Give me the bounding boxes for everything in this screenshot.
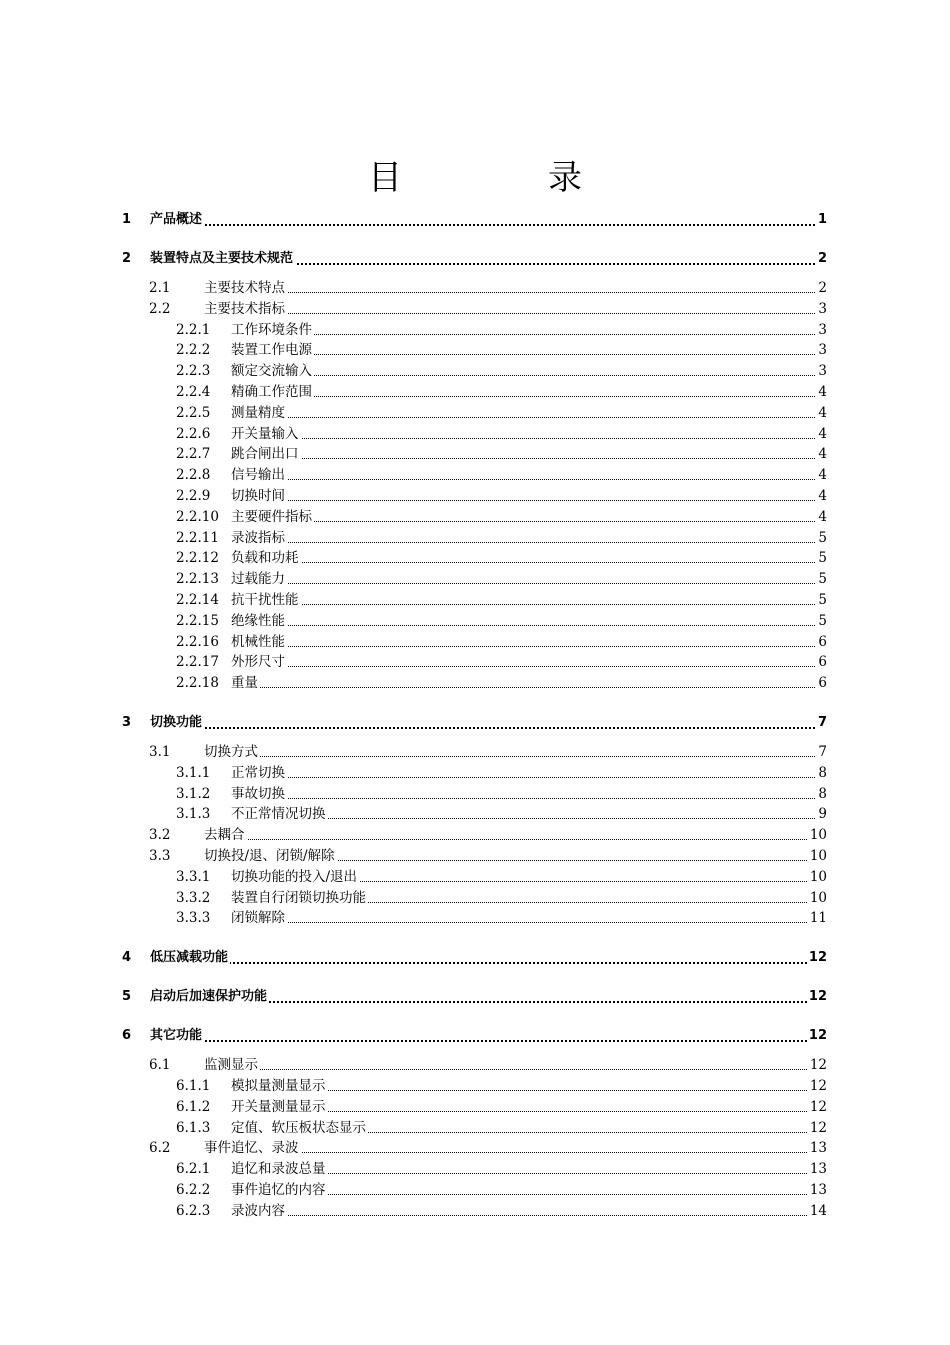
toc-entry-page: 5 (818, 550, 827, 567)
toc-entry-title: 监测显示 (204, 1057, 258, 1074)
toc-entry-title: 装置自行闭锁切换功能 (231, 889, 366, 906)
toc-entry-title: 其它功能 (150, 1026, 204, 1046)
toc-entry-page: 12 (809, 1057, 827, 1074)
toc-entry[interactable] (0, 846, 950, 866)
dot-leader (231, 646, 819, 647)
dot-leader (231, 666, 819, 667)
toc-entry-number: 2.2.13 (176, 571, 219, 588)
dot-leader (231, 625, 819, 626)
toc-entry-number: 2.2.18 (176, 675, 219, 692)
toc-entry-title: 装置特点及主要技术规范 (150, 249, 295, 269)
toc-entry[interactable] (0, 340, 950, 360)
toc-entry-page: 14 (809, 1202, 827, 1219)
toc-entry-number: 6.1.3 (176, 1119, 211, 1136)
toc-entry-page: 10 (809, 827, 827, 844)
toc-entry-number: 5 (122, 989, 132, 1005)
toc-entry-page: 5 (818, 529, 827, 546)
dot-leader (231, 922, 809, 923)
toc-entry-number: 2.2.4 (176, 384, 211, 400)
toc-entry-title: 负载和功耗 (231, 550, 299, 567)
toc-entry-number: 2.2.3 (176, 363, 211, 380)
toc-entry[interactable] (0, 867, 950, 887)
dot-leader (204, 313, 819, 314)
toc-entry-title: 正常切换 (231, 764, 285, 781)
toc-entry-title: 不正常情况切换 (231, 806, 326, 823)
toc-entry-page: 10 (809, 868, 827, 885)
toc-entry-title: 事件追忆、录波 (204, 1140, 299, 1157)
toc-entry-number: 3.3.2 (176, 889, 211, 906)
toc-entry-number: 2 (122, 251, 132, 266)
dot-leader (231, 438, 819, 439)
toc-entry[interactable] (0, 1138, 950, 1158)
toc-entry-title: 外形尺寸 (231, 654, 285, 671)
toc-entry-title: 定值、软压板状态显示 (231, 1119, 366, 1136)
toc-entry-number: 2.2.12 (176, 550, 219, 567)
toc-entry-page: 4 (818, 508, 827, 525)
toc-entry-page: 13 (809, 1161, 827, 1178)
toc-entry-number: 2.2.6 (176, 425, 211, 442)
toc-entry-title: 重量 (231, 675, 258, 692)
toc-entry-number: 2.2.14 (176, 592, 219, 608)
toc-entry-number: 2.2.10 (176, 508, 219, 525)
dot-leader (150, 224, 819, 226)
dot-leader (231, 542, 819, 543)
toc-entry-title: 绝缘性能 (231, 612, 285, 629)
toc-entry[interactable] (0, 987, 950, 1007)
toc-entry-title: 主要技术指标 (204, 300, 285, 317)
toc-entry-title: 模拟量测量显示 (231, 1078, 326, 1094)
toc-entry[interactable] (0, 569, 950, 589)
toc-entry-number: 4 (122, 950, 132, 966)
toc-entry[interactable] (0, 1118, 950, 1138)
toc-entry-page: 7 (818, 744, 827, 760)
toc-entry-number: 3.3.3 (176, 910, 211, 927)
toc-entry-page: 4 (818, 467, 827, 484)
toc-entry[interactable] (0, 320, 950, 340)
toc-entry-title: 录波指标 (231, 529, 285, 546)
toc-entry[interactable] (0, 382, 950, 402)
toc-entry-number: 3 (122, 715, 132, 730)
toc-entry-page: 4 (818, 446, 827, 463)
toc-entry-number: 3.1.1 (176, 764, 211, 781)
page-title: 目 录 (368, 158, 638, 198)
toc-entry[interactable] (0, 742, 950, 762)
toc-entry-page: 8 (818, 785, 827, 802)
dot-leader (231, 375, 819, 376)
toc-entry-page: 12 (807, 948, 827, 968)
dot-leader (204, 1069, 809, 1070)
toc-entry[interactable] (0, 1076, 950, 1096)
toc-entry-title: 机械性能 (231, 633, 285, 650)
toc-entry-number: 2.2.1 (176, 321, 211, 338)
toc-entry[interactable] (0, 763, 950, 783)
toc-entry-page: 4 (818, 404, 827, 421)
toc-entry[interactable] (0, 652, 950, 672)
toc-entry-page: 5 (818, 592, 827, 608)
toc-entry[interactable] (0, 1180, 950, 1200)
toc-entry[interactable] (0, 210, 950, 230)
toc-entry-title: 切换方式 (204, 744, 258, 760)
toc-entry-title: 过载能力 (231, 571, 285, 588)
toc-entry-title: 开关量输入 (231, 425, 299, 442)
toc-entry-page: 3 (818, 363, 827, 380)
toc-entry[interactable] (0, 278, 950, 298)
toc-entry[interactable] (0, 784, 950, 804)
dot-leader (231, 562, 819, 563)
toc-entry-number: 6.1.1 (176, 1078, 211, 1094)
toc-entry-number: 6.2.2 (176, 1182, 211, 1198)
toc-entry-title: 工作环境条件 (231, 321, 312, 338)
toc-entry-page: 12 (809, 1078, 827, 1094)
dot-leader (231, 798, 819, 799)
toc-entry[interactable] (0, 948, 950, 968)
toc-entry-number: 2.2.16 (176, 633, 219, 650)
toc-entry-page: 11 (809, 910, 827, 927)
toc-entry-number: 2.2.17 (176, 654, 219, 671)
toc-entry-title: 抗干扰性能 (231, 592, 299, 608)
toc-entry-title: 闭锁解除 (231, 910, 285, 927)
toc-entry-page: 6 (818, 633, 827, 650)
toc-entry-title: 事件追忆的内容 (231, 1182, 326, 1198)
toc-entry-title: 录波内容 (231, 1202, 285, 1219)
toc-entry-page: 6 (818, 654, 827, 671)
toc-entry[interactable] (0, 403, 950, 423)
toc-entry-page: 2 (818, 280, 827, 296)
dot-leader (231, 521, 819, 522)
toc-entry[interactable] (0, 673, 950, 693)
toc-entry-title: 切换功能 (150, 713, 204, 733)
toc-entry[interactable] (0, 465, 950, 485)
toc-entry-page: 2 (816, 249, 827, 269)
toc-entry-page: 5 (818, 612, 827, 629)
toc-entry-page: 10 (809, 889, 827, 906)
toc-entry-page: 4 (818, 425, 827, 442)
dot-leader (231, 500, 819, 501)
toc-entry-title: 主要技术特点 (204, 280, 285, 296)
toc-entry[interactable] (0, 804, 950, 824)
toc-entry-page: 12 (807, 987, 827, 1007)
toc-entry-number: 2.2.9 (176, 488, 211, 504)
toc-entry-number: 3.1.3 (176, 806, 211, 823)
dot-leader (204, 292, 819, 293)
toc-entry-page: 3 (818, 300, 827, 317)
toc-entry-number: 2.2.11 (176, 529, 219, 546)
toc-entry-page: 12 (809, 1098, 827, 1115)
toc-entry[interactable] (0, 528, 950, 548)
toc-entry[interactable] (0, 361, 950, 381)
toc-entry-page: 3 (818, 342, 827, 359)
dot-leader (231, 458, 819, 459)
toc-entry[interactable] (0, 444, 950, 464)
toc-entry-number: 3.1.2 (176, 785, 211, 802)
toc-entry-page: 4 (818, 384, 827, 400)
dot-leader (231, 604, 819, 605)
toc-entry-number: 6.1 (149, 1057, 171, 1074)
toc-entry-title: 产品概述 (150, 210, 204, 230)
toc-entry-number: 2.2.7 (176, 446, 211, 463)
toc-entry-title: 事故切换 (231, 785, 285, 802)
toc-entry[interactable] (0, 1159, 950, 1179)
toc-entry-number: 3.3 (149, 848, 171, 864)
toc-entry-title: 切换投/退、闭锁/解除 (204, 848, 335, 864)
toc-entry[interactable] (0, 424, 950, 444)
toc-entry[interactable] (0, 486, 950, 506)
toc-entry-title: 追忆和录波总量 (231, 1161, 326, 1178)
toc-entry-page: 1 (816, 210, 827, 230)
toc-entry[interactable] (0, 888, 950, 908)
toc-entry-number: 3.2 (149, 827, 171, 844)
toc-entry-title: 额定交流输入 (231, 363, 312, 380)
toc-entry-title: 启动后加速保护功能 (150, 987, 269, 1007)
dot-leader (204, 839, 809, 840)
toc-entry-number: 6.1.2 (176, 1098, 211, 1115)
toc-entry-number: 2.2.15 (176, 612, 219, 629)
toc-entry[interactable] (0, 548, 950, 568)
toc-entry-page: 10 (809, 848, 827, 864)
toc-entry-title: 主要硬件指标 (231, 508, 312, 525)
toc-entry-title: 测量精度 (231, 404, 285, 421)
toc-entry-page: 6 (818, 675, 827, 692)
toc-entry[interactable] (0, 611, 950, 631)
toc-entry-title: 切换时间 (231, 488, 285, 504)
dot-leader (231, 396, 819, 397)
toc-entry-number: 6.2.1 (176, 1161, 211, 1178)
dot-leader (231, 1215, 809, 1216)
toc-entry-page: 7 (816, 713, 827, 733)
toc-entry-page: 13 (809, 1140, 827, 1157)
toc-entry[interactable] (0, 1201, 950, 1221)
toc-entry[interactable] (0, 299, 950, 319)
dot-leader (204, 756, 819, 757)
toc-entry[interactable] (0, 908, 950, 928)
dot-leader (231, 354, 819, 355)
toc-entry-page: 8 (818, 764, 827, 781)
toc-entry[interactable] (0, 713, 950, 733)
toc-entry-title: 开关量测量显示 (231, 1098, 326, 1115)
toc-entry-title: 切换功能的投入/退出 (231, 868, 358, 885)
toc-entry[interactable] (0, 249, 950, 269)
toc-entry[interactable] (0, 507, 950, 527)
toc-entry-number: 3.1 (149, 744, 171, 760)
dot-leader (150, 1040, 819, 1042)
toc-entry-number: 2.2.8 (176, 467, 211, 484)
toc-entry-number: 1 (122, 212, 132, 227)
toc-entry-page: 4 (818, 488, 827, 504)
toc-entry-number: 6 (122, 1028, 132, 1044)
toc-entry-title: 去耦合 (204, 827, 245, 844)
toc-entry[interactable] (0, 1026, 950, 1046)
toc-entry-page: 12 (807, 1026, 827, 1046)
dot-leader (231, 687, 819, 688)
toc-entry-number: 2.2.5 (176, 404, 211, 421)
toc-entry-number: 3.3.1 (176, 868, 211, 885)
dot-leader (150, 727, 819, 729)
toc-entry-number: 6.2 (149, 1140, 171, 1157)
toc-entry-title: 信号输出 (231, 467, 285, 484)
toc-entry-page: 12 (809, 1119, 827, 1136)
toc-entry-page: 9 (818, 806, 827, 823)
toc-entry-page: 13 (809, 1182, 827, 1198)
toc-entry-number: 2.2 (149, 300, 171, 317)
toc-entry[interactable] (0, 1055, 950, 1075)
toc-entry-title: 装置工作电源 (231, 342, 312, 359)
dot-leader (231, 479, 819, 480)
dot-leader (150, 962, 819, 964)
toc-entry[interactable] (0, 825, 950, 845)
toc-entry[interactable] (0, 1097, 950, 1117)
toc-entry[interactable] (0, 590, 950, 610)
toc-entry-title: 跳合闸出口 (231, 446, 299, 463)
toc-entry-title: 低压减载功能 (150, 948, 230, 968)
toc-entry-title: 精确工作范围 (231, 384, 312, 400)
toc-entry-page: 5 (818, 571, 827, 588)
toc-entry[interactable] (0, 632, 950, 652)
dot-leader (231, 583, 819, 584)
toc-entry-number: 2.1 (149, 280, 171, 296)
dot-leader (231, 417, 819, 418)
toc-entry-page: 3 (818, 321, 827, 338)
dot-leader (231, 777, 819, 778)
toc-entry-number: 2.2.2 (176, 342, 211, 359)
toc-entry-number: 6.2.3 (176, 1202, 211, 1219)
dot-leader (231, 334, 819, 335)
